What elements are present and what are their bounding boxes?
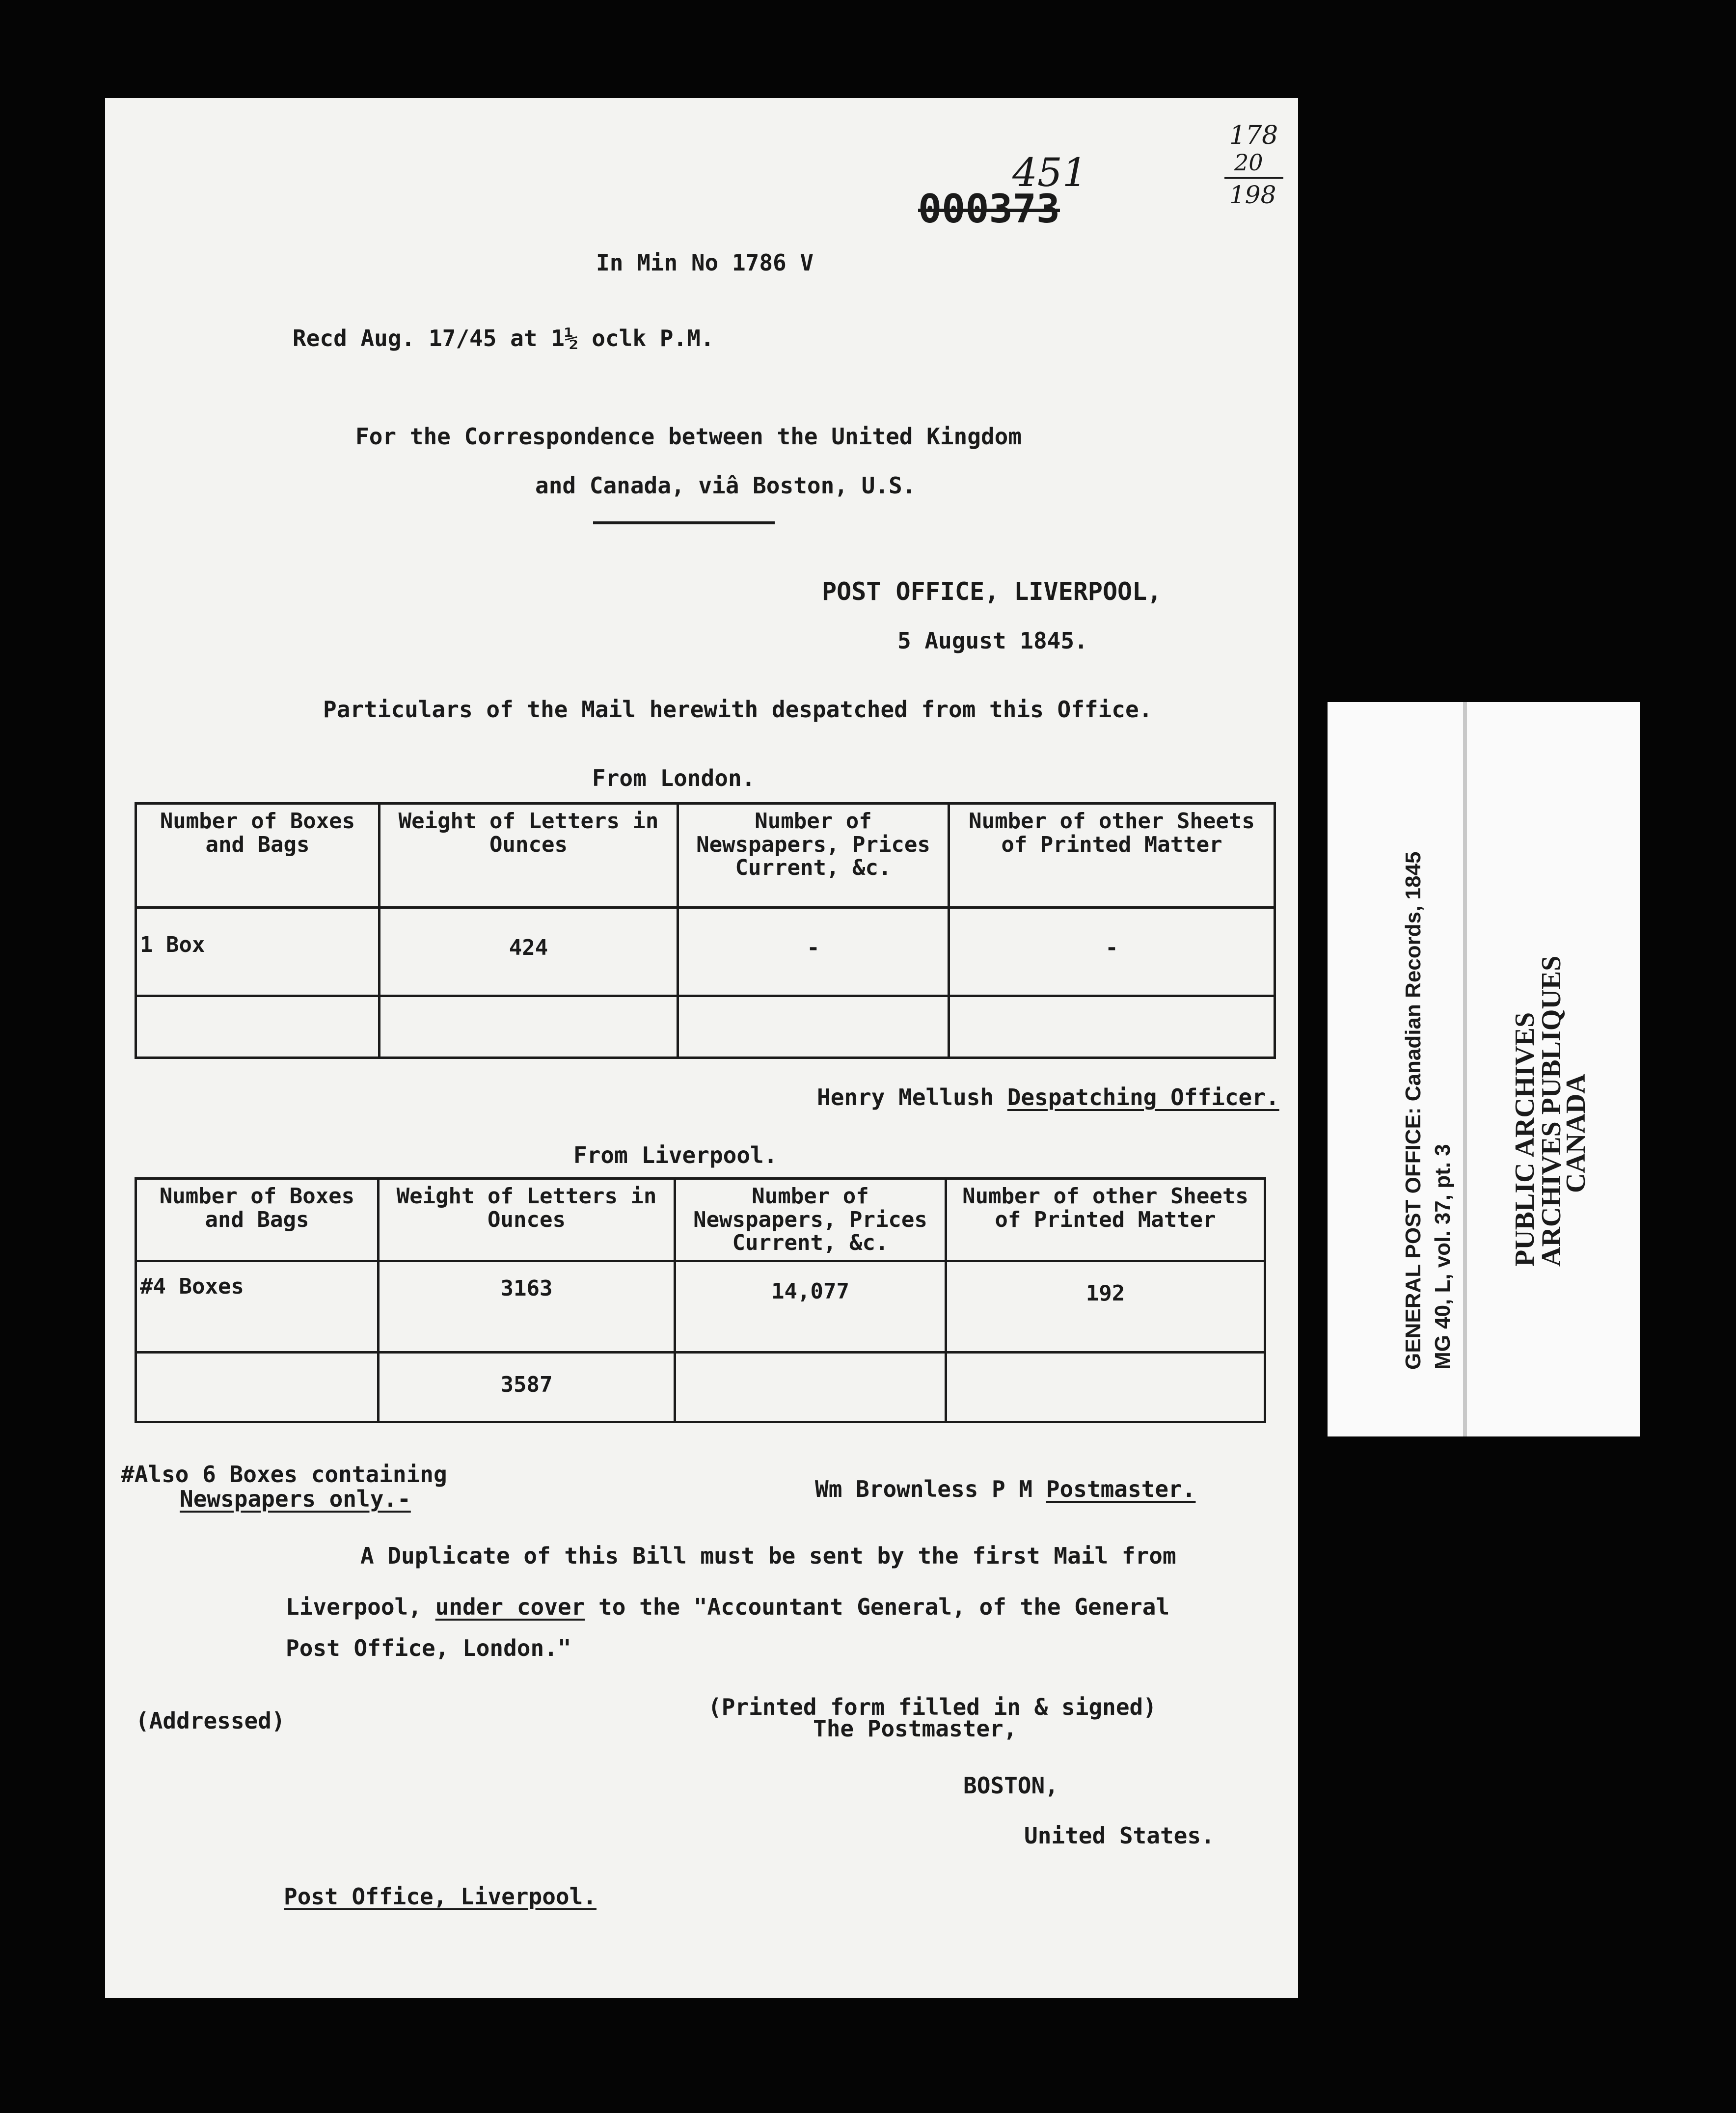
- london-signature: [817, 1086, 1279, 1109]
- received-note: Recd Aug. 17/45 at 1½ oclk P.M.: [293, 325, 714, 352]
- side-label-line-2: MG 40, L, vol. 37, pt. 3: [1431, 1144, 1455, 1370]
- instruction-line-3: Post Office, London.": [286, 1635, 571, 1661]
- table-cell: [949, 996, 1275, 1058]
- archive-label: [1328, 702, 1640, 1436]
- title-line-1: For the Correspondence between the United Kingdom: [355, 423, 1022, 450]
- office-date: 5 August 1845.: [897, 627, 1088, 654]
- folio-number: 451: [1012, 150, 1087, 195]
- london-col-other: Number of other Sheets of Printed Matter: [949, 804, 1275, 908]
- london-col-boxes: Number of Boxes and Bags: [136, 804, 380, 908]
- table-cell: [946, 1353, 1265, 1422]
- instruction-line-1: A Duplicate of this Bill must be sent by the first Mail from: [360, 1543, 1176, 1569]
- printed-form-note: (Printed form filled in & signed): [708, 1694, 1157, 1720]
- old-folio-number: 000373: [918, 186, 1060, 232]
- london-signer: Henry Mellush: [817, 1084, 994, 1111]
- title-divider: [593, 521, 775, 524]
- instruction-underlined: under cover: [435, 1594, 585, 1620]
- table-cell: 3163: [379, 1261, 675, 1353]
- address-line-3: United States.: [1024, 1822, 1215, 1849]
- table-cell: [675, 1353, 946, 1422]
- table-cell: [678, 996, 949, 1058]
- document-page: [105, 98, 1298, 1998]
- liverpool-signer-title: Postmaster.: [1046, 1476, 1196, 1502]
- liverpool-signature: [815, 1478, 1195, 1500]
- london-heading: From London.: [592, 765, 756, 791]
- london-col-newspapers: Number of Newspapers, Prices Current, &c.: [678, 804, 949, 908]
- archive-stamp-line-2: ARCHIVES PUBLIQUES: [1536, 955, 1567, 1267]
- london-signer-title: Despatching Officer.: [1007, 1084, 1279, 1111]
- liverpool-col-newspapers: Number of Newspapers, Prices Current, &c.: [675, 1179, 946, 1261]
- liverpool-note-line-2: Newspapers only.-: [180, 1486, 411, 1512]
- mail-intro: Particulars of the Mail herewith despatched from this Office.: [323, 696, 1153, 723]
- table-cell: 14,077: [675, 1261, 946, 1353]
- address-line-1: The Postmaster,: [813, 1715, 1017, 1742]
- liverpool-col-weight: Weight of Letters in Ounces: [379, 1179, 675, 1261]
- archive-stamp-line-3: CANADA: [1561, 1074, 1591, 1193]
- table-cell: 3587: [379, 1353, 675, 1422]
- table-cell: 192: [946, 1261, 1265, 1353]
- corner-number-2: 20: [1234, 149, 1263, 176]
- title-line-2: and Canada, viâ Boston, U.S.: [535, 472, 916, 499]
- table-cell: 1 Box: [136, 908, 380, 996]
- table-cell: [380, 996, 678, 1058]
- liverpool-col-other: Number of other Sheets of Printed Matter: [946, 1179, 1265, 1261]
- liverpool-note-line-1: #Also 6 Boxes containing: [121, 1461, 447, 1488]
- london-col-weight: Weight of Letters in Ounces: [380, 804, 678, 908]
- table-cell: -: [949, 908, 1275, 996]
- table-cell: 424: [380, 908, 678, 996]
- addressed-label: (Addressed): [136, 1707, 285, 1734]
- table-cell: [136, 996, 380, 1058]
- archive-stamp-line-1: PUBLIC ARCHIVES: [1510, 1012, 1540, 1267]
- london-table: [135, 802, 1276, 1059]
- instruction-text: Liverpool,: [286, 1594, 422, 1620]
- minute-reference: In Min No 1786 V: [596, 249, 814, 276]
- instruction-line-2: [286, 1596, 1169, 1618]
- table-cell: #4 Boxes: [136, 1261, 379, 1353]
- address-line-2: BOSTON,: [963, 1772, 1058, 1799]
- table-cell: [136, 1353, 379, 1422]
- liverpool-table: [135, 1177, 1266, 1423]
- liverpool-col-boxes: Number of Boxes and Bags: [136, 1179, 379, 1261]
- liverpool-signer: Wm Brownless P M: [815, 1476, 1033, 1502]
- corner-number-1: 178: [1229, 121, 1278, 150]
- office-name: POST OFFICE, LIVERPOOL,: [822, 577, 1162, 606]
- instruction-text: to the "Accountant General, of the General: [598, 1594, 1170, 1620]
- corner-sum-line: [1224, 177, 1283, 179]
- side-label-line-1: GENERAL POST OFFICE: Canadian Records, 1845: [1401, 851, 1425, 1370]
- footer-office: Post Office, Liverpool.: [284, 1883, 597, 1910]
- table-cell: -: [678, 908, 949, 996]
- liverpool-heading: From Liverpool.: [573, 1142, 778, 1168]
- corner-number-3: 198: [1229, 181, 1276, 209]
- label-divider: [1463, 702, 1467, 1436]
